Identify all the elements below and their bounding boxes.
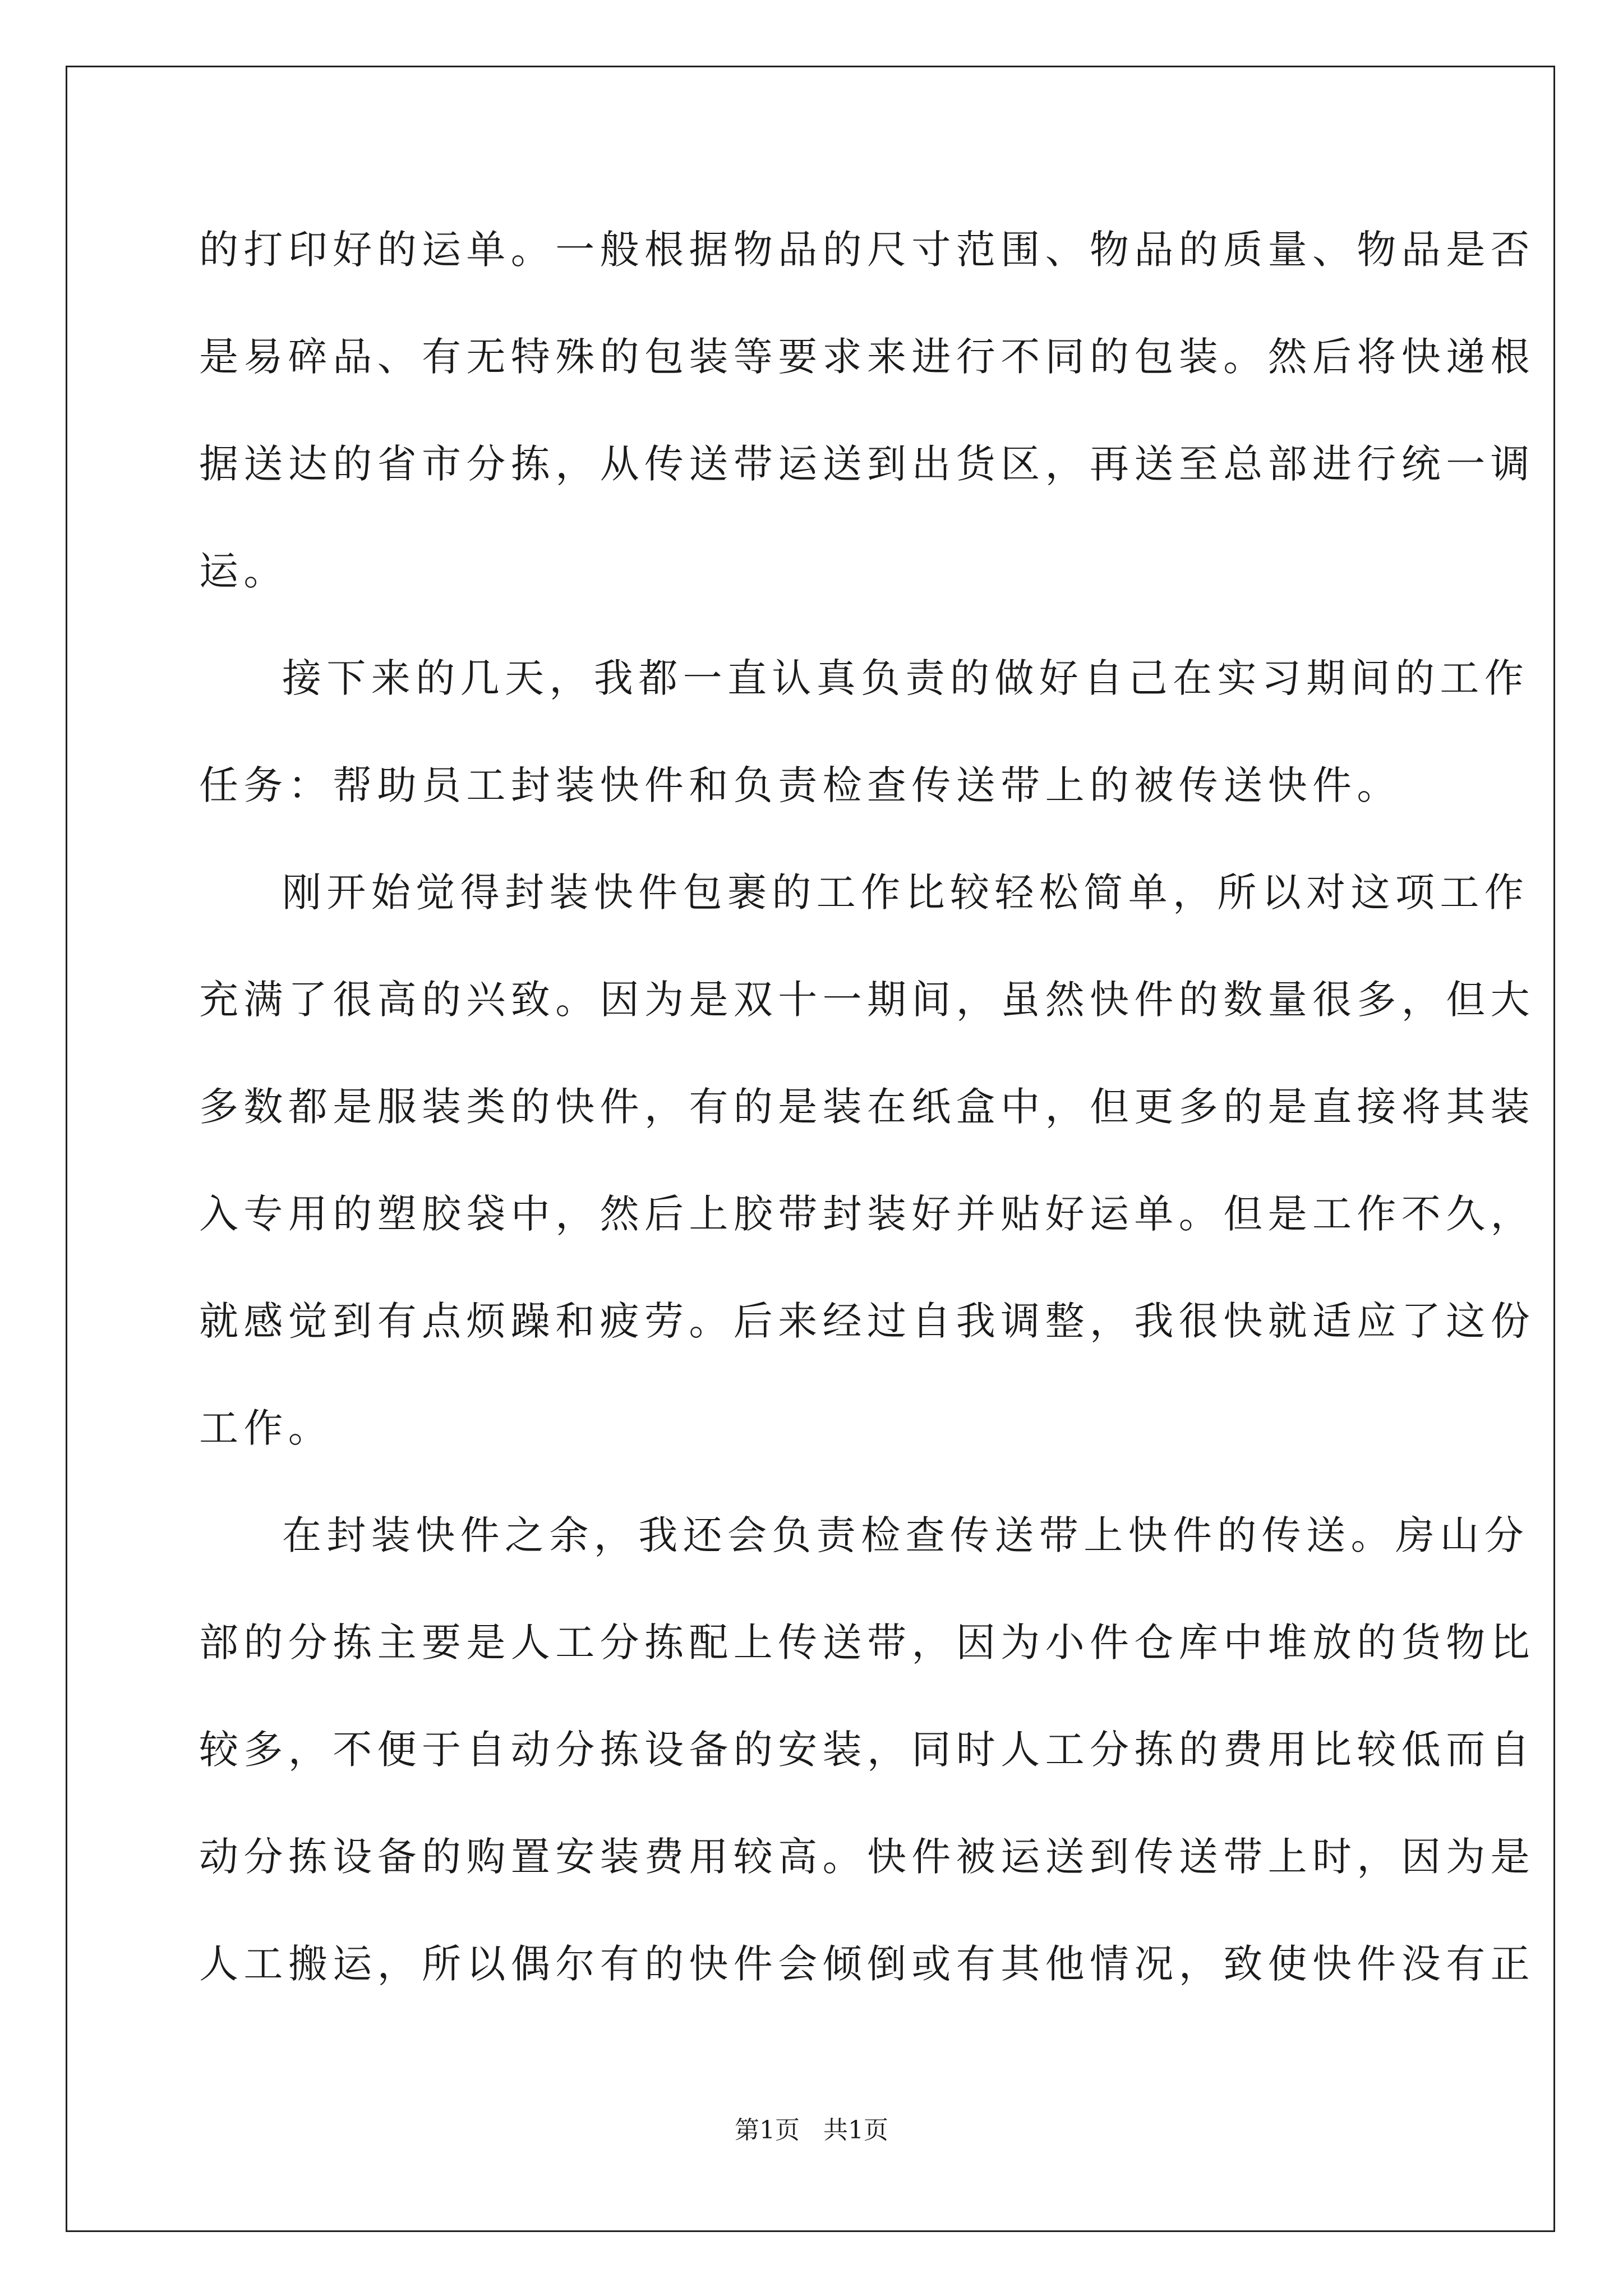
text-line: 任务：帮助员工封装快件和负责检查传送带上的被传送快件。 (199, 762, 1401, 808)
text-line: 多数都是服装类的快件，有的是装在纸盒中，但更多的是直接将其装 (199, 1084, 1535, 1130)
text-line: 的打印好的运单。一般根据物品的尺寸范围、物品的质量、物品是否 (199, 227, 1535, 273)
paragraph-first-line: 在封装快件之余，我还会负责检查传送带上快件的传送。房山分 (282, 1512, 1529, 1558)
text-line: 就感觉到有点烦躁和疲劳。后来经过自我调整，我很快就适应了这份 (199, 1298, 1535, 1344)
paragraph-first-line: 刚开始觉得封装快件包裹的工作比较轻松简单，所以对这项工作 (282, 869, 1529, 915)
text-line: 部的分拣主要是人工分拣配上传送带，因为小件仓库中堆放的货物比 (199, 1619, 1535, 1665)
text-line: 工作。 (199, 1405, 333, 1451)
text-line: 是易碎品、有无特殊的包装等要求来进行不同的包装。然后将快递根 (199, 334, 1535, 380)
text-line: 运。 (199, 548, 288, 594)
paragraph-first-line: 接下来的几天，我都一直认真负责的做好自己在实习期间的工作 (282, 655, 1529, 701)
text-line: 人工搬运，所以偶尔有的快件会倾倒或有其他情况，致使快件没有正 (199, 1941, 1535, 1987)
document-body (199, 210, 1535, 2032)
text-line: 较多，不便于自动分拣设备的安装，同时人工分拣的费用比较低而自 (199, 1727, 1535, 1773)
text-line: 充满了很高的兴致。因为是双十一期间，虽然快件的数量很多，但大 (199, 977, 1535, 1023)
text-line: 据送达的省市分拣，从传送带运送到出货区，再送至总部进行统一调 (199, 441, 1535, 487)
text-line: 入专用的塑胶袋中，然后上胶带封装好并贴好运单。但是工作不久， (199, 1191, 1535, 1237)
text-line: 动分拣设备的购置安装费用较高。快件被运送到传送带上时，因为是 (199, 1834, 1535, 1880)
page-number-footer: 第1页 共1页 (735, 2116, 888, 2145)
